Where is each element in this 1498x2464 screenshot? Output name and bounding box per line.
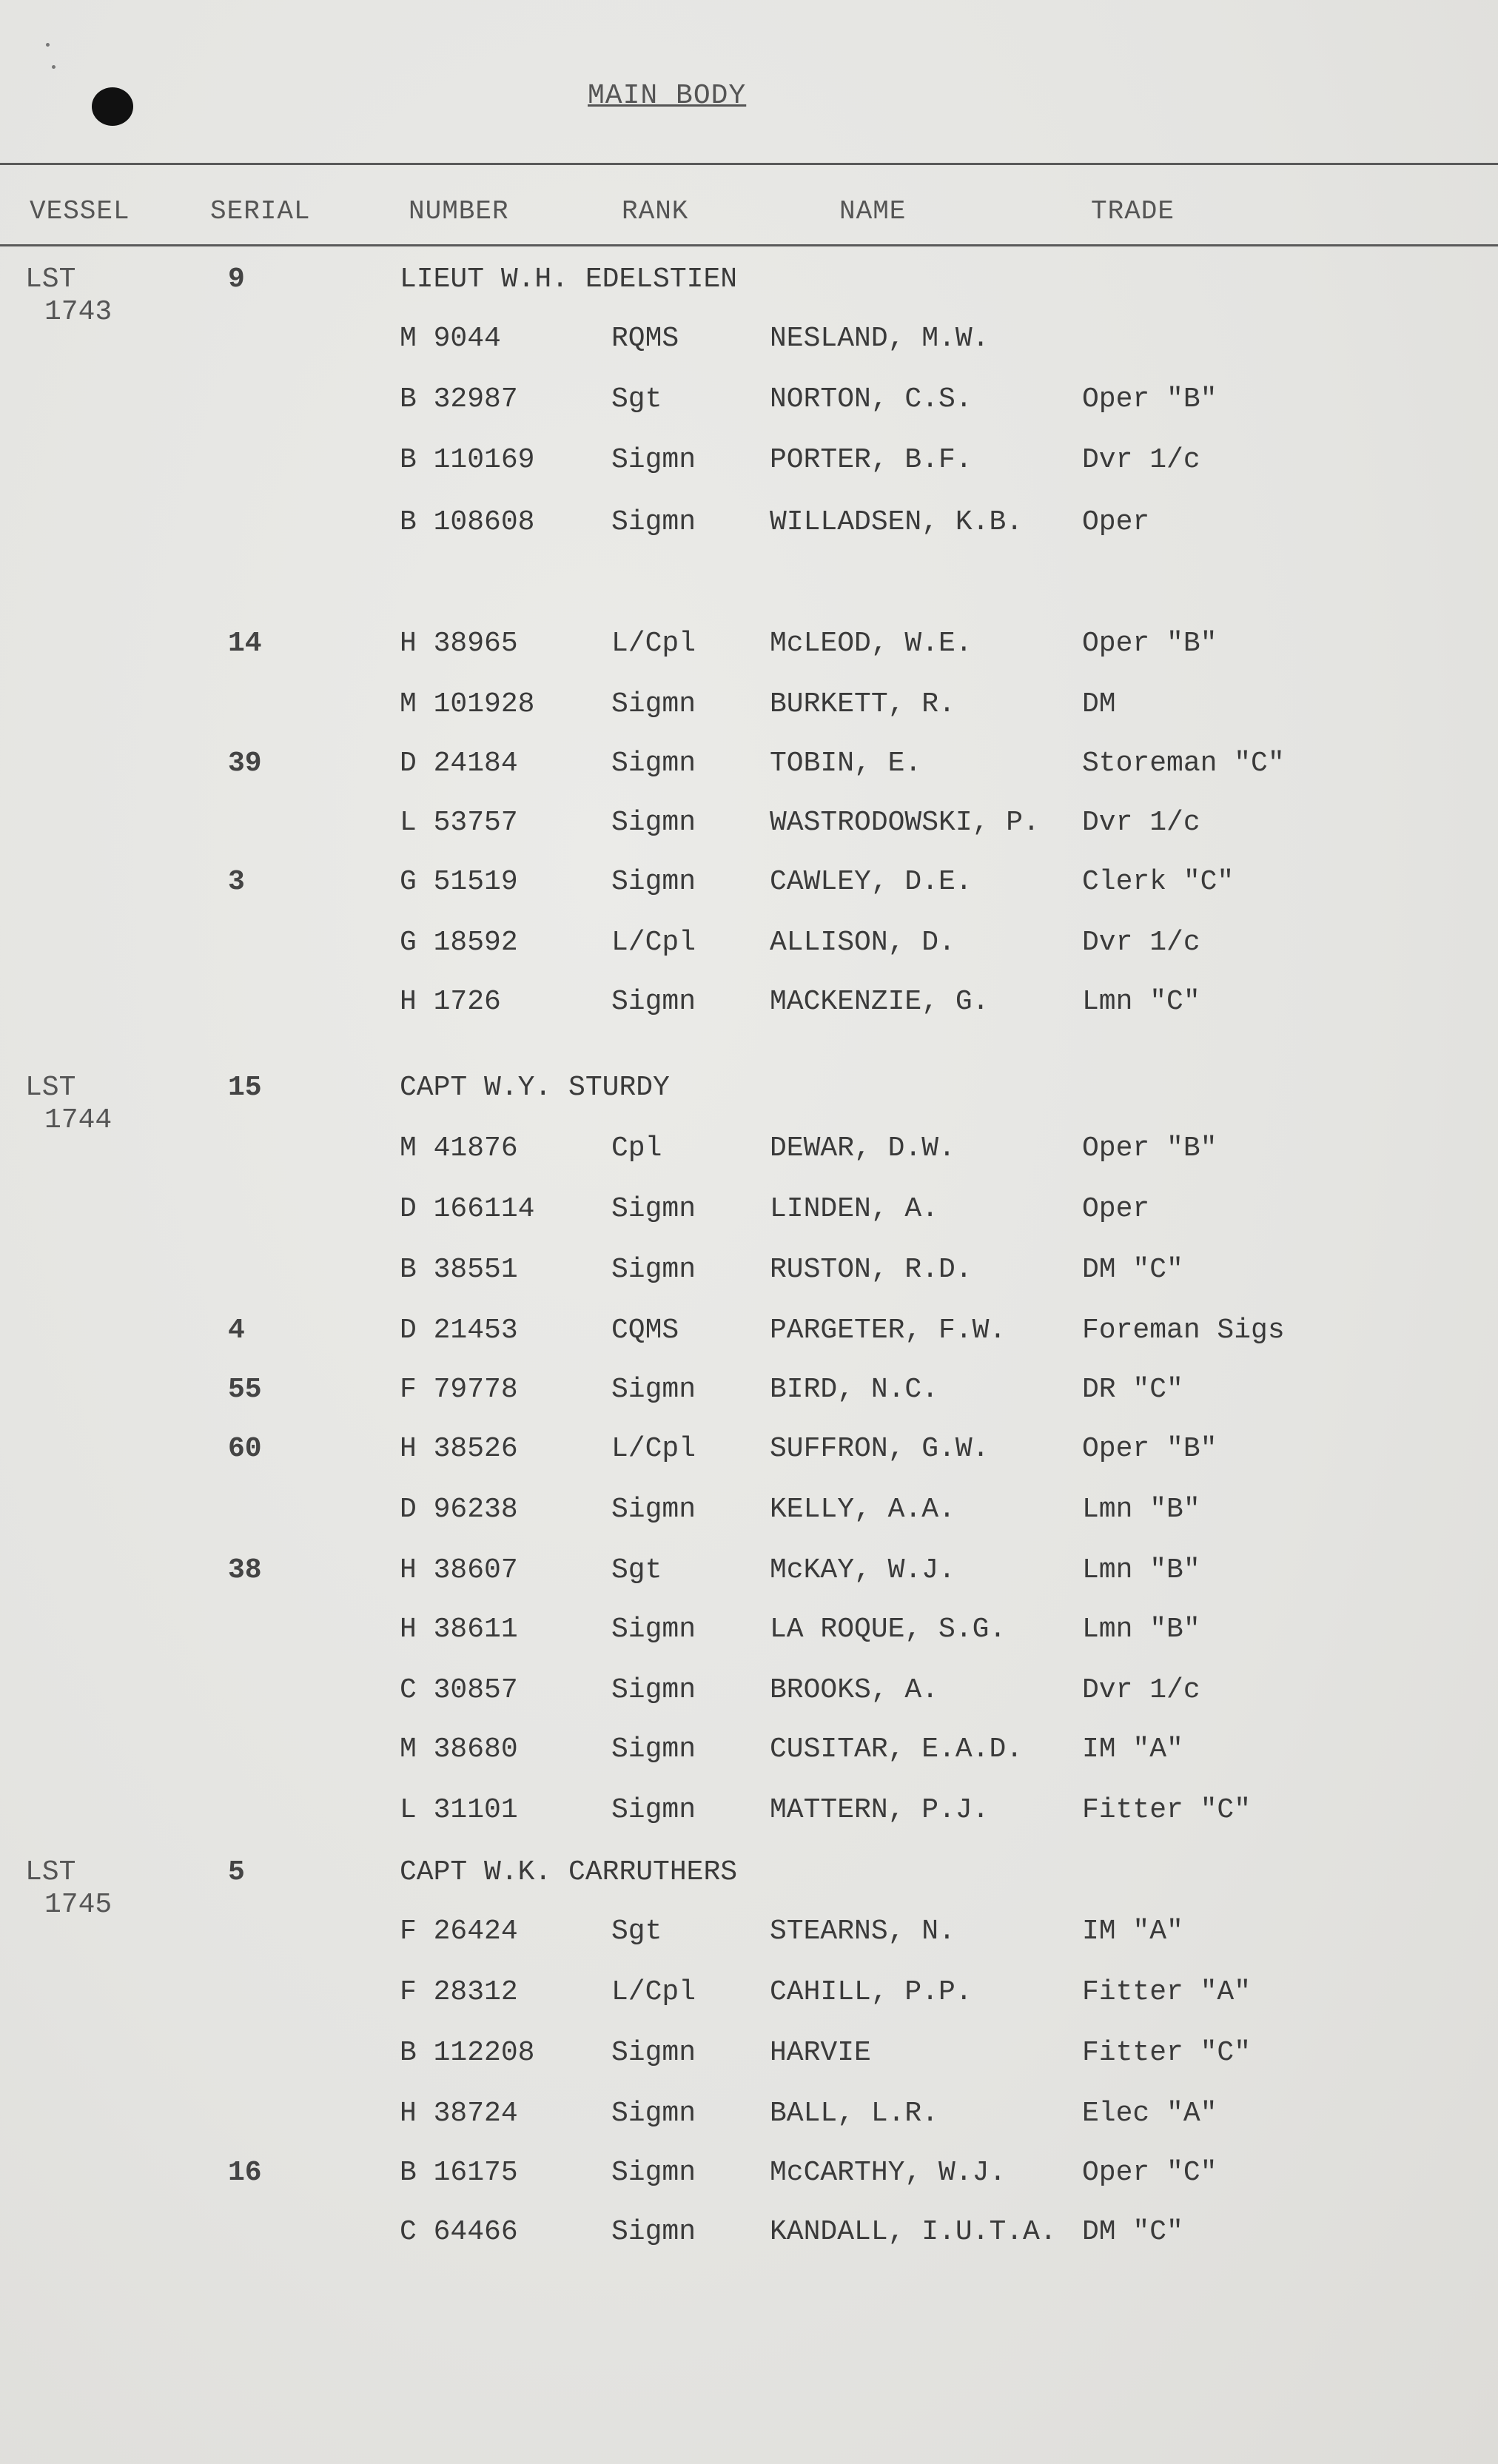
roster-row [0, 1132, 1498, 1177]
service-number: M 41876 [400, 1132, 518, 1164]
rank: Sigmn [611, 1794, 696, 1826]
trade: DM [1082, 688, 1116, 720]
rank: Sigmn [611, 1193, 696, 1225]
column-header-name: NAME [839, 196, 907, 226]
member-name: BIRD, N.C. [770, 1374, 939, 1406]
service-number: B 112208 [400, 2037, 535, 2069]
rank: Sigmn [611, 1614, 696, 1645]
trade: Oper "C" [1082, 2157, 1217, 2189]
service-number: M 9044 [400, 323, 501, 355]
trade: DR "C" [1082, 1374, 1183, 1406]
roster-row [0, 2037, 1498, 2081]
rank: Sigmn [611, 1494, 696, 1525]
vessel-number: 1744 [44, 1104, 112, 1136]
service-number: F 79778 [400, 1374, 518, 1406]
roster-row [0, 1614, 1498, 1658]
officer-name: CAPT W.Y. STURDY [400, 1072, 670, 1104]
service-number: G 18592 [400, 927, 518, 959]
roster-row [0, 866, 1498, 910]
member-name: WILLADSEN, K.B. [770, 506, 1024, 538]
service-number: B 38551 [400, 1254, 518, 1286]
service-number: L 53757 [400, 807, 518, 839]
trade: Oper "B" [1082, 383, 1217, 415]
rank: Sigmn [611, 2037, 696, 2069]
serial-number: 5 [228, 1856, 245, 1888]
service-number: F 28312 [400, 1976, 518, 2008]
serial-number: 9 [228, 263, 245, 295]
member-name: NESLAND, M.W. [770, 323, 990, 355]
service-number: B 110169 [400, 444, 535, 476]
member-name: LINDEN, A. [770, 1193, 939, 1225]
trade: Fitter "C" [1082, 2037, 1252, 2069]
roster-row [0, 628, 1498, 672]
roster-row [0, 1733, 1498, 1778]
vessel-type: LST [25, 263, 76, 295]
service-number: M 38680 [400, 1733, 518, 1765]
vessel-type: LST [25, 1072, 76, 1104]
service-number: B 32987 [400, 383, 518, 415]
speck [52, 65, 56, 69]
member-name: MATTERN, P.J. [770, 1794, 990, 1826]
service-number: B 108608 [400, 506, 535, 538]
officer-name: LIEUT W.H. EDELSTIEN [400, 263, 738, 295]
serial-number: 38 [228, 1554, 262, 1586]
serial-number: 15 [228, 1072, 262, 1104]
trade: Fitter "C" [1082, 1794, 1252, 1826]
member-name: LA ROQUE, S.G. [770, 1614, 1007, 1645]
column-header-number: NUMBER [409, 196, 509, 226]
serial-number: 14 [228, 628, 262, 659]
serial-number: 4 [228, 1315, 245, 1346]
rank: Cpl [611, 1132, 662, 1164]
roster-row [0, 1433, 1498, 1477]
trade: Dvr 1/c [1082, 1674, 1200, 1706]
rank: Sigmn [611, 1674, 696, 1706]
column-header-trade: TRADE [1091, 196, 1175, 226]
member-name: CUSITAR, E.A.D. [770, 1733, 1024, 1765]
column-header-serial: SERIAL [210, 196, 311, 226]
service-number: H 38526 [400, 1433, 518, 1465]
roster-row [0, 2098, 1498, 2142]
serial-number: 16 [228, 2157, 262, 2189]
roster-row [0, 383, 1498, 428]
roster-group-header-row [0, 1072, 1498, 1136]
rank: Sigmn [611, 1733, 696, 1765]
roster-row [0, 807, 1498, 851]
trade: Oper "B" [1082, 1433, 1217, 1465]
rank: Sigmn [611, 506, 696, 538]
header-bottom-rule [0, 244, 1498, 246]
trade: Fitter "A" [1082, 1976, 1252, 2008]
roster-row [0, 1794, 1498, 1839]
service-number: D 96238 [400, 1494, 518, 1525]
rank: L/Cpl [611, 1976, 696, 2008]
rank: L/Cpl [611, 628, 696, 659]
roster-row [0, 1554, 1498, 1599]
service-number: D 21453 [400, 1315, 518, 1346]
member-name: HARVIE [770, 2037, 871, 2069]
service-number: H 38611 [400, 1614, 518, 1645]
serial-number: 55 [228, 1374, 262, 1406]
rank: Sigmn [611, 2216, 696, 2248]
roster-row [0, 1193, 1498, 1238]
member-name: PORTER, B.F. [770, 444, 973, 476]
rank: Sigmn [611, 1374, 696, 1406]
rank: L/Cpl [611, 927, 696, 959]
vessel-number: 1743 [44, 296, 112, 328]
service-number: H 38607 [400, 1554, 518, 1586]
roster-row [0, 1976, 1498, 2021]
serial-number: 3 [228, 866, 245, 898]
roster-row [0, 1494, 1498, 1538]
vessel-type: LST [25, 1856, 76, 1888]
rank: Sigmn [611, 1254, 696, 1286]
column-header-rank: RANK [622, 196, 689, 226]
rank: L/Cpl [611, 1433, 696, 1465]
trade: Oper "B" [1082, 628, 1217, 659]
roster-row [0, 444, 1498, 489]
vessel-number: 1745 [44, 1889, 112, 1921]
member-name: DEWAR, D.W. [770, 1132, 955, 1164]
rank: Sgt [611, 1554, 662, 1586]
member-name: MACKENZIE, G. [770, 986, 990, 1018]
member-name: McKAY, W.J. [770, 1554, 955, 1586]
trade: Lmn "B" [1082, 1494, 1200, 1525]
rank: Sigmn [611, 2157, 696, 2189]
trade: Lmn "B" [1082, 1614, 1200, 1645]
rank: Sigmn [611, 688, 696, 720]
service-number: G 51519 [400, 866, 518, 898]
service-number: C 30857 [400, 1674, 518, 1706]
service-number: H 38965 [400, 628, 518, 659]
punch-hole [92, 87, 133, 126]
roster-group-header-row [0, 1856, 1498, 1921]
service-number: C 64466 [400, 2216, 518, 2248]
roster-row [0, 688, 1498, 733]
trade: Dvr 1/c [1082, 927, 1200, 959]
member-name: TOBIN, E. [770, 748, 922, 779]
service-number: L 31101 [400, 1794, 518, 1826]
service-number: H 1726 [400, 986, 501, 1018]
rank: Sgt [611, 383, 662, 415]
column-header-vessel: VESSEL [30, 196, 130, 226]
page-title: MAIN BODY [588, 80, 747, 112]
member-name: WASTRODOWSKI, P. [770, 807, 1040, 839]
member-name: KELLY, A.A. [770, 1494, 955, 1525]
roster-row [0, 1916, 1498, 1960]
roster-row [0, 927, 1498, 971]
rank: Sigmn [611, 444, 696, 476]
member-name: STEARNS, N. [770, 1916, 955, 1947]
trade: Lmn "C" [1082, 986, 1200, 1018]
roster-row [0, 1374, 1498, 1418]
rank: Sigmn [611, 866, 696, 898]
trade: Dvr 1/c [1082, 444, 1200, 476]
member-name: CAHILL, P.P. [770, 1976, 973, 2008]
trade: Lmn "B" [1082, 1554, 1200, 1586]
trade: Storeman "C" [1082, 748, 1285, 779]
speck [46, 43, 50, 47]
roster-row [0, 2216, 1498, 2260]
roster-row [0, 748, 1498, 792]
trade: Foreman Sigs [1082, 1315, 1285, 1346]
member-name: SUFFRON, G.W. [770, 1433, 990, 1465]
roster-row [0, 1674, 1498, 1719]
member-name: McCARTHY, W.J. [770, 2157, 1007, 2189]
roster-row [0, 323, 1498, 367]
member-name: BALL, L.R. [770, 2098, 939, 2129]
trade: IM "A" [1082, 1733, 1183, 1765]
rank: Sigmn [611, 807, 696, 839]
member-name: PARGETER, F.W. [770, 1315, 1007, 1346]
roster-group-header-row [0, 263, 1498, 328]
service-number: M 101928 [400, 688, 535, 720]
member-name: ALLISON, D. [770, 927, 955, 959]
member-name: McLEOD, W.E. [770, 628, 973, 659]
roster-row [0, 2157, 1498, 2201]
rank: Sgt [611, 1916, 662, 1947]
trade: Elec "A" [1082, 2098, 1217, 2129]
trade: Clerk "C" [1082, 866, 1235, 898]
serial-number: 60 [228, 1433, 262, 1465]
service-number: D 24184 [400, 748, 518, 779]
roster-row [0, 506, 1498, 551]
member-name: BROOKS, A. [770, 1674, 939, 1706]
rank: RQMS [611, 323, 679, 355]
service-number: B 16175 [400, 2157, 518, 2189]
rank: Sigmn [611, 2098, 696, 2129]
member-name: NORTON, C.S. [770, 383, 973, 415]
trade: Oper [1082, 1193, 1150, 1225]
trade: DM "C" [1082, 2216, 1183, 2248]
trade: Oper "B" [1082, 1132, 1217, 1164]
trade: Dvr 1/c [1082, 807, 1200, 839]
service-number: D 166114 [400, 1193, 535, 1225]
member-name: CAWLEY, D.E. [770, 866, 973, 898]
officer-name: CAPT W.K. CARRUTHERS [400, 1856, 738, 1888]
rank: Sigmn [611, 986, 696, 1018]
serial-number: 39 [228, 748, 262, 779]
roster-row [0, 986, 1498, 1030]
trade: IM "A" [1082, 1916, 1183, 1947]
rank: CQMS [611, 1315, 679, 1346]
trade: Oper [1082, 506, 1150, 538]
header-top-rule [0, 163, 1498, 165]
roster-row [0, 1315, 1498, 1359]
member-name: KANDALL, I.U.T.A. [770, 2216, 1057, 2248]
service-number: H 38724 [400, 2098, 518, 2129]
member-name: BURKETT, R. [770, 688, 955, 720]
member-name: RUSTON, R.D. [770, 1254, 973, 1286]
service-number: F 26424 [400, 1916, 518, 1947]
rank: Sigmn [611, 748, 696, 779]
roster-row [0, 1254, 1498, 1298]
trade: DM "C" [1082, 1254, 1183, 1286]
